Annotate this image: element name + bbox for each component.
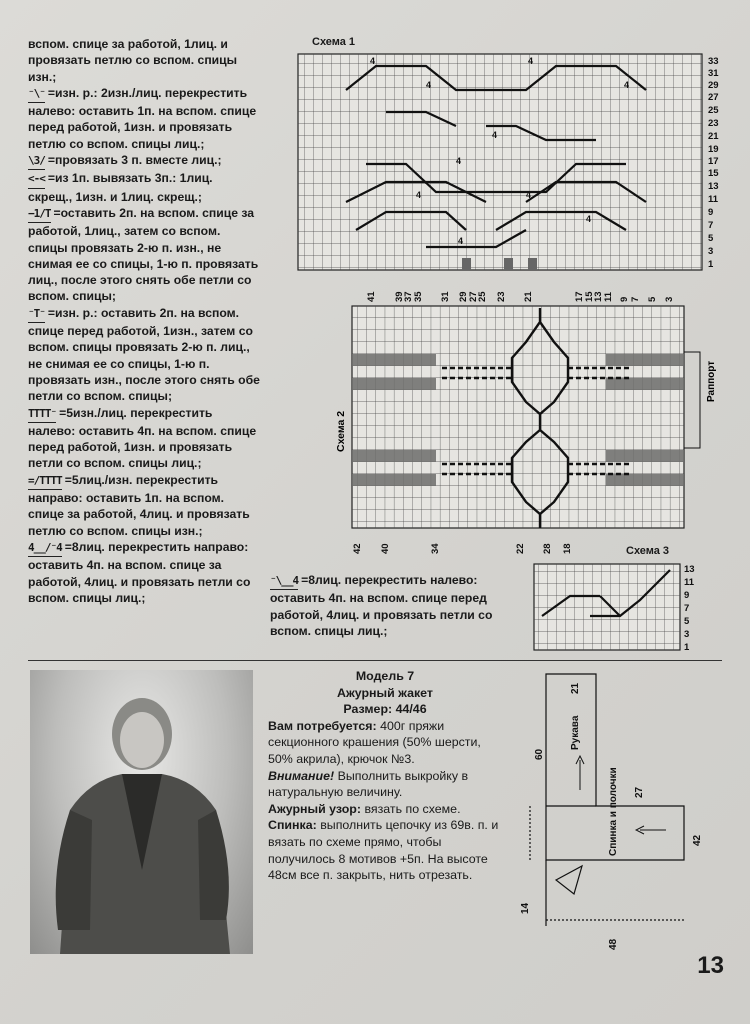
row-label: 9	[684, 590, 690, 601]
col-label: 13	[593, 291, 604, 302]
col-label: 39	[394, 291, 405, 302]
col-label: 18	[562, 543, 573, 554]
dim-label: 27	[634, 786, 645, 798]
col-label: 21	[523, 291, 534, 302]
stitch-symbol-icon: TTTT⁻	[28, 406, 56, 423]
col-label: 42	[352, 543, 363, 554]
col-label: 3	[664, 296, 675, 302]
col-label: 15	[584, 291, 595, 302]
model-size: Размер: 44/46	[343, 702, 427, 717]
row-label: 7	[684, 603, 690, 614]
col-label: 31	[440, 291, 451, 302]
col-label: 11	[603, 291, 614, 302]
row-label: 5	[684, 616, 690, 627]
row-label: 3	[708, 246, 714, 257]
svg-text:4: 4	[528, 56, 534, 66]
dim-label: 21	[570, 682, 581, 694]
col-label: 40	[380, 543, 391, 554]
svg-text:4: 4	[458, 236, 464, 246]
dim-label: 48	[608, 938, 619, 950]
dim-label: 42	[692, 834, 703, 846]
col-label: 35	[413, 291, 424, 302]
dim-label: 60	[534, 748, 545, 760]
row-label: 15	[708, 168, 719, 179]
stitch-symbol-icon: ⁻T⁻	[28, 306, 45, 323]
schema2-title: Схема 2	[335, 410, 347, 452]
row-label: 3	[684, 629, 690, 640]
legend-item: \3/ =провязать 3 п. вместе лиц.;	[28, 152, 260, 170]
row-label: 13	[684, 564, 695, 575]
rapport-label: Раппорт	[706, 360, 717, 402]
svg-text:4: 4	[456, 156, 462, 166]
col-label: 29	[458, 291, 469, 302]
schema2-chart	[330, 282, 730, 558]
model-title: Модель 7	[355, 669, 415, 683]
svg-text:4: 4	[370, 56, 376, 66]
col-label: 27	[468, 291, 479, 302]
col-label: 23	[496, 291, 507, 302]
row-label: 1	[684, 642, 690, 653]
svg-text:4: 4	[426, 80, 432, 90]
woman-photo-icon	[30, 670, 253, 954]
col-label: 28	[542, 543, 553, 554]
row-label: 1	[708, 259, 714, 270]
row-label: 27	[708, 92, 719, 103]
row-label: 11	[684, 577, 695, 588]
legend-item: ⁻T⁻ =изн. р.: оставить 2п. на вспом. спице перед работой, 1изн., затем со вспом. спицы провязать 2-ю п. лиц., не снимая ее со спицы, 1-ю п. провязать изн., после этого снять обе петли со вспом. спицы;	[28, 305, 260, 404]
row-label: 17	[708, 156, 719, 167]
legend-item: TTTT⁻ =5изн./лиц. перекрестить налево: оставить 4п. на вспом. спице перед работой, 1изн. и провязать петли со вспом. спицы лиц.;	[28, 405, 257, 471]
page-number: 13	[697, 952, 724, 979]
svg-text:4: 4	[624, 80, 630, 90]
legend-column	[28, 36, 260, 606]
stitch-symbol-icon: =/TTTT	[28, 473, 62, 490]
sleeve-label: Рукава	[570, 715, 581, 750]
stitch-symbol-icon: 4__/⁻4	[28, 540, 62, 557]
row-label: 29	[708, 80, 719, 91]
stitch-symbol-icon: <-<	[28, 171, 45, 188]
materials: Вам потребуется: 400г пряжи секционного крашения (50% шерсти, 50% акрила), крючок №3.	[268, 718, 481, 766]
col-label: 7	[630, 296, 641, 302]
dim-label: 14	[520, 902, 531, 914]
col-label: 25	[477, 291, 488, 302]
col-label: 37	[403, 291, 414, 302]
legend-item: ⁻\⁻ =изн. р.: 2изн./лиц. перекрестить налево: оставить 1п. на вспом. спице перед работой, 1изн. и провязать петлю со вспом. спицы лиц.;	[28, 85, 257, 151]
svg-text:4: 4	[416, 190, 422, 200]
legend-intro: вспом. спице за работой, 1лиц. и провязать петлю со вспом. спицы изн.;	[28, 37, 238, 84]
schema3-title: Схема 3	[626, 545, 670, 557]
col-label: 22	[515, 543, 526, 554]
svg-text:4: 4	[492, 130, 498, 140]
row-label: 13	[708, 181, 719, 192]
back-front-label: Спинка и полочки	[608, 767, 619, 856]
row-label: 19	[708, 144, 719, 155]
model-subtitle: Ажурный жакет	[337, 685, 433, 700]
row-label: 33	[708, 56, 719, 67]
legend-item: −1/T =оставить 2п. на вспом. спице за работой, 1лиц., затем со вспом. спицы провязать 2-ю п. изн., не снимая ее со спицы, 1-ю п. провязать лиц., после этого снять обе петли со вспом. спицы;	[28, 205, 259, 304]
col-label: 41	[366, 291, 377, 302]
model-description	[268, 668, 502, 884]
garment-pattern-diagram	[516, 670, 716, 956]
row-label: 21	[708, 131, 719, 142]
stitch-symbol-icon: ⁻\⁻	[28, 86, 45, 103]
legend-item-cross-left: ⁻\__4 =8лиц. перекрестить налево: оставить 4п. на вспом. спице перед работой, 4лиц. и провязать петли со вспом. спицы лиц.;	[270, 573, 493, 638]
attention: Внимание! Выполнить выкройку в натуральную величину.	[268, 768, 469, 800]
legend-item: 4__/⁻4 =8лиц. перекрестить направо: оставить 4п. на вспом. спице за работой, 4лиц. и провязать петли со вспом. спицы лиц.;	[28, 539, 251, 605]
col-label: 5	[647, 296, 658, 302]
col-label: 17	[574, 291, 585, 302]
col-label: 34	[430, 543, 441, 554]
schema1-title: Схема 1	[312, 36, 356, 48]
stitch-symbol-icon: −1/T	[28, 206, 51, 223]
section-divider	[28, 660, 722, 661]
schema1-chart	[296, 52, 744, 274]
stitch-symbol-icon: ⁻\__4	[270, 573, 298, 590]
legend-item: =/TTTT =5лиц./изн. перекрестить направо: оставить 1п. на вспом. спице за работой, 4лиц. и провязать петлю со вспом. спицы изн.;	[28, 472, 250, 538]
row-label: 11	[708, 194, 719, 205]
stitch-symbol-icon: \3/	[28, 153, 45, 170]
row-label: 7	[708, 220, 714, 231]
schema3-chart	[530, 560, 730, 654]
pattern-note: Ажурный узор: вязать по схеме.	[268, 801, 461, 816]
row-label: 25	[708, 105, 719, 116]
model-photo	[30, 670, 253, 954]
svg-text:4: 4	[586, 214, 592, 224]
legend-item: <-< =из 1п. вывязать 3п.: 1лиц. скрещ., 1изн. и 1лиц. скрещ.;	[28, 171, 213, 204]
row-label: 31	[708, 68, 719, 79]
col-label: 9	[619, 296, 630, 302]
back-instructions: Спинка: выполнить цепочку из 69в. п. и вязать по схеме прямо, чтобы получилось 8 мотивов +5п. На высоте 48см все п. закрыть, нить отрезать.	[268, 818, 499, 883]
svg-text:4: 4	[526, 190, 532, 200]
row-label: 9	[708, 207, 714, 218]
row-label: 5	[708, 233, 714, 244]
row-label: 23	[708, 118, 719, 129]
